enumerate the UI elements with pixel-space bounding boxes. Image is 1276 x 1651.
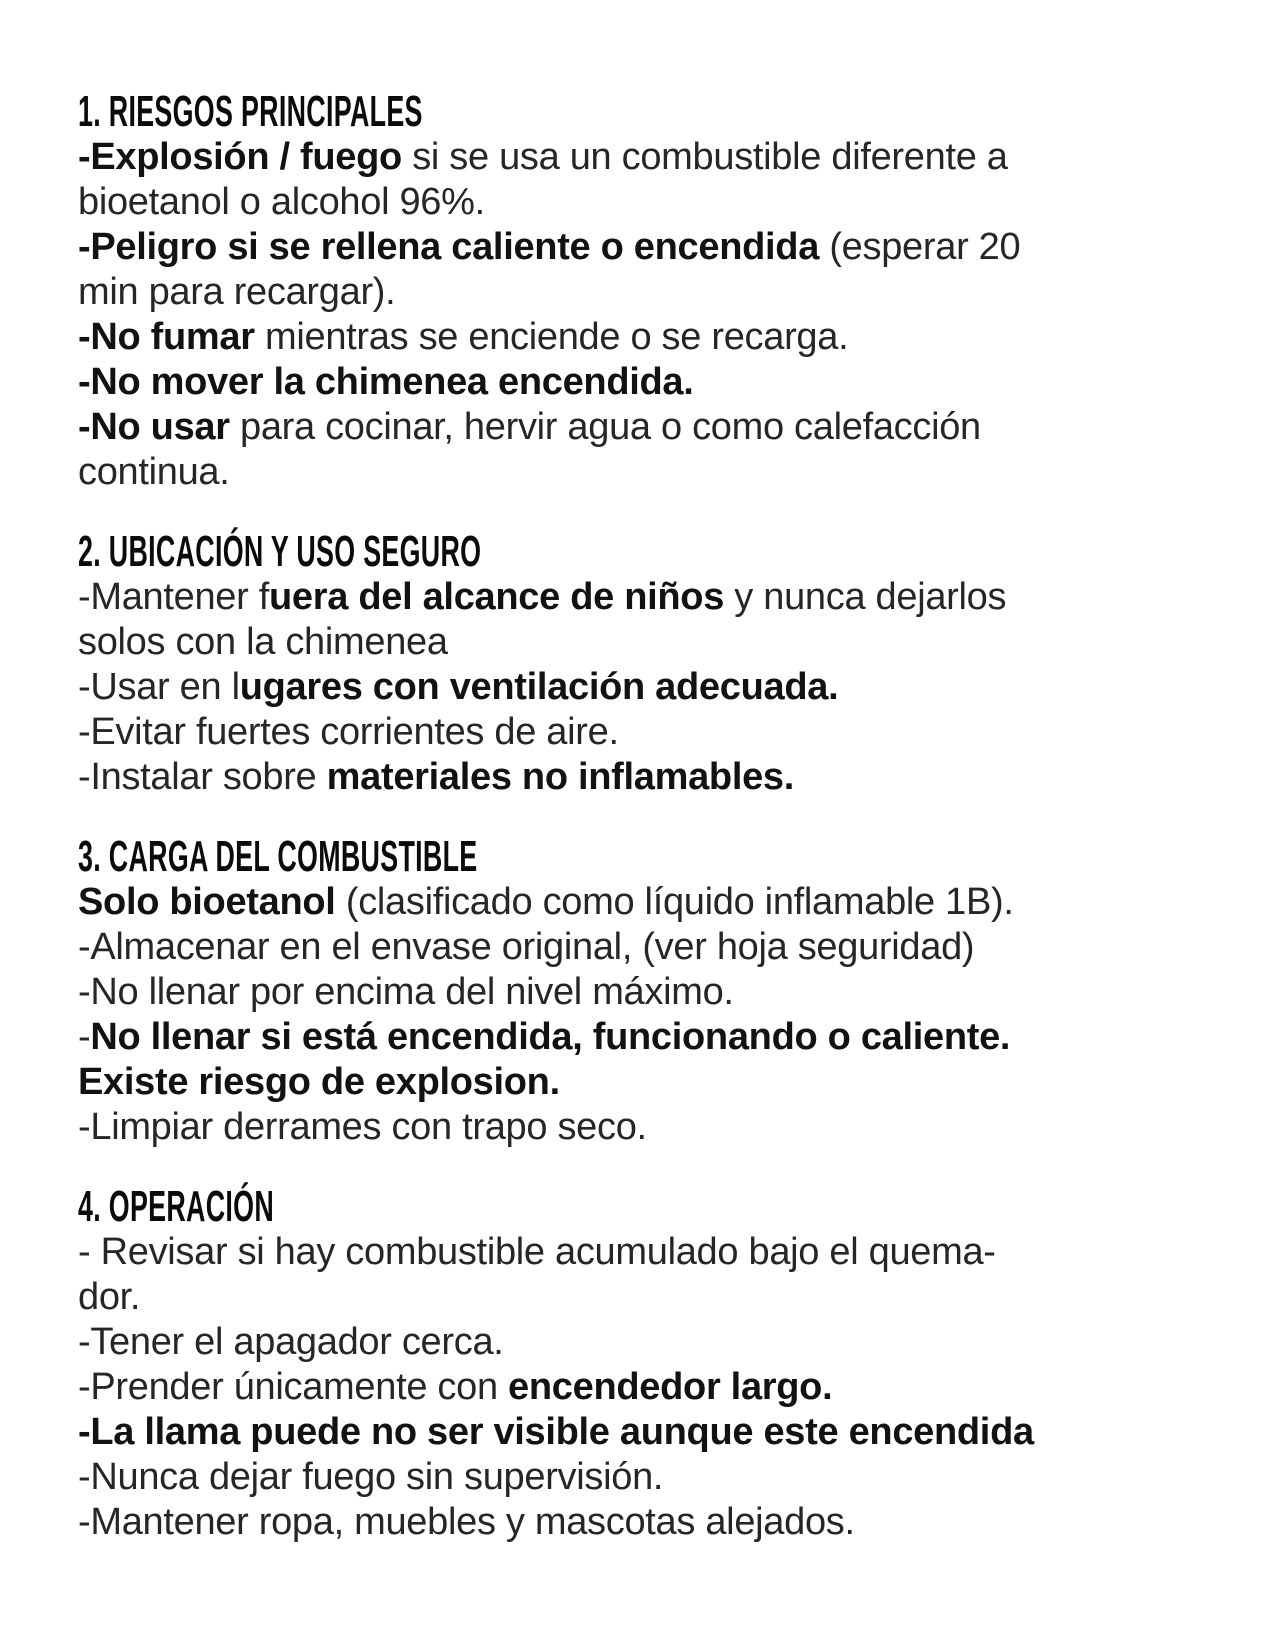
section-heading-text: 1. RIESGOS PRINCIPALES bbox=[78, 87, 423, 136]
bold-text-segment: -No mover la chimenea encendida. bbox=[78, 361, 694, 403]
body-line bbox=[78, 880, 1210, 925]
text-segment: mientras se enciende o se recarga. bbox=[254, 316, 849, 358]
bold-text-segment: -La llama puede no ser visible aunque este encendida bbox=[78, 1411, 1034, 1453]
section-heading bbox=[78, 1183, 1210, 1230]
bold-text-segment: encendedor largo. bbox=[508, 1366, 833, 1408]
body-line bbox=[78, 970, 1210, 1015]
body-line bbox=[78, 1230, 1210, 1275]
text-segment: (clasificado como líquido inflamable 1B). bbox=[335, 881, 1014, 923]
body-line bbox=[78, 1410, 1210, 1455]
body-line bbox=[78, 710, 1210, 755]
section-heading-text: 3. CARGA DEL COMBUSTIBLE bbox=[78, 832, 478, 881]
text-segment: -Limpiar derrames con trapo seco. bbox=[78, 1106, 647, 1148]
section-heading-text: 4. OPERACIÓN bbox=[78, 1182, 275, 1231]
body-line bbox=[78, 575, 1210, 620]
text-segment: -Mantener f bbox=[78, 576, 270, 618]
section-heading bbox=[78, 88, 1210, 135]
body-line bbox=[78, 225, 1210, 270]
text-segment: -Tener el apagador cerca. bbox=[78, 1321, 504, 1363]
body-line bbox=[78, 135, 1210, 180]
text-segment: bioetanol o alcohol 96%. bbox=[78, 181, 485, 223]
body-line bbox=[78, 315, 1210, 360]
bold-text-segment: uera del alcance de niños bbox=[269, 576, 725, 618]
section-heading bbox=[78, 833, 1210, 880]
text-segment: -Nunca dejar fuego sin supervisión. bbox=[78, 1456, 664, 1498]
text-segment: -Evitar fuertes corrientes de aire. bbox=[78, 711, 619, 753]
bold-text-segment: -Explosión / fuego bbox=[78, 136, 402, 178]
bold-text-segment: -No usar bbox=[78, 406, 230, 448]
text-segment: -No llenar por encima del nivel máximo. bbox=[78, 971, 734, 1013]
instruction-section-4 bbox=[78, 1183, 1210, 1545]
bold-text-segment: Existe riesgo de explosion. bbox=[78, 1061, 560, 1103]
body-line bbox=[78, 450, 1210, 495]
text-segment: dor. bbox=[78, 1276, 141, 1318]
body-line bbox=[78, 1060, 1210, 1105]
body-line bbox=[78, 1105, 1210, 1150]
text-segment: si se usa un combustible diferente a bbox=[401, 136, 1008, 178]
section-heading-text: 2. UBICACIÓN Y USO SEGURO bbox=[78, 527, 482, 576]
body-line bbox=[78, 180, 1210, 225]
text-segment: -Prender únicamente con bbox=[78, 1366, 509, 1408]
bold-text-segment: Solo bioetanol bbox=[78, 881, 336, 923]
body-line bbox=[78, 755, 1210, 800]
text-segment: -Usar en l bbox=[78, 666, 240, 708]
section-heading bbox=[78, 528, 1210, 575]
body-line bbox=[78, 1365, 1210, 1410]
instruction-section-1 bbox=[78, 88, 1210, 495]
body-line bbox=[78, 405, 1210, 450]
text-segment: para cocinar, hervir agua o como calefacción bbox=[229, 406, 981, 448]
body-line bbox=[78, 665, 1210, 710]
text-segment: (esperar 20 bbox=[819, 226, 1021, 268]
body-line bbox=[78, 1455, 1210, 1500]
text-segment: -Instalar sobre bbox=[78, 756, 327, 798]
bold-text-segment: -No fumar bbox=[78, 316, 255, 358]
instruction-section-2 bbox=[78, 528, 1210, 800]
body-line bbox=[78, 925, 1210, 970]
bold-text-segment: materiales no inflamables. bbox=[326, 756, 795, 798]
instruction-section-3 bbox=[78, 833, 1210, 1150]
text-segment: - bbox=[78, 1016, 91, 1058]
body-line bbox=[78, 360, 1210, 405]
body-line bbox=[78, 1320, 1210, 1365]
text-segment: y nunca dejarlos bbox=[724, 576, 1007, 618]
text-segment: continua. bbox=[78, 451, 230, 493]
text-segment: -Almacenar en el envase original, (ver hoja seguridad) bbox=[78, 926, 975, 968]
body-line bbox=[78, 1275, 1210, 1320]
body-line bbox=[78, 1015, 1210, 1060]
text-segment: -Mantener ropa, muebles y mascotas alejados. bbox=[78, 1501, 855, 1543]
body-line bbox=[78, 1500, 1210, 1545]
body-line bbox=[78, 620, 1210, 665]
bold-text-segment: -Peligro si se rellena caliente o encendida bbox=[78, 226, 820, 268]
text-segment: - Revisar si hay combustible acumulado bajo el quema- bbox=[78, 1231, 996, 1273]
body-line bbox=[78, 270, 1210, 315]
text-segment: min para recargar). bbox=[78, 271, 396, 313]
text-segment: solos con la chimenea bbox=[78, 621, 448, 663]
bold-text-segment: ugares con ventilación adecuada. bbox=[239, 666, 839, 708]
bold-text-segment: No llenar si está encendida, funcionando o caliente. bbox=[90, 1016, 1011, 1058]
